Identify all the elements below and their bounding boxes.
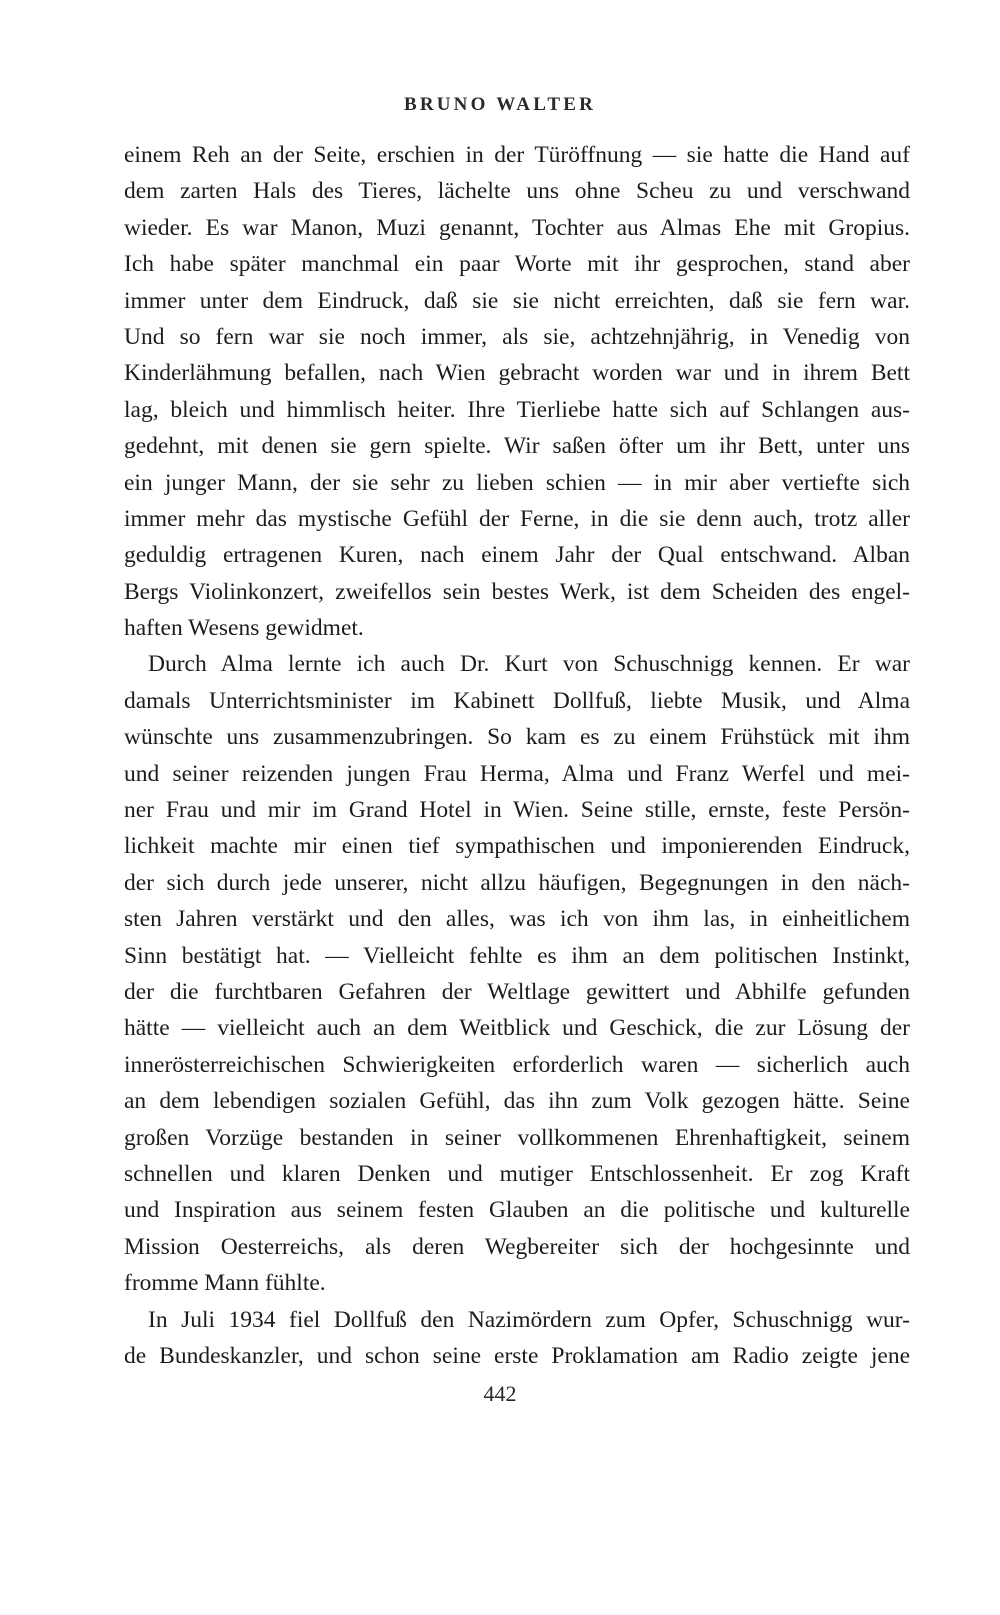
page-number: 442 — [483, 1381, 517, 1406]
text-line: schnellen und klaren Denken und mutiger Entschlossenheit. Er zog Kraft — [124, 1160, 910, 1187]
text-line: immer unter dem Eindruck, daß sie sie nicht erreichten, daß sie fern war. — [124, 287, 910, 314]
text-line: und Inspiration aus seinem festen Glauben an die politische und kulturelle — [124, 1197, 910, 1224]
text-line: In Juli 1934 fiel Dollfuß den Nazimördern zum Opfer, Schuschnigg wur- — [148, 1306, 910, 1333]
text-line: Bergs Violinkonzert, zweifellos sein bestes Werk, ist dem Scheiden des engel- — [124, 578, 910, 605]
text-line: lichkeit machte mir einen tief sympathischen und imponierenden Eindruck, — [124, 833, 910, 860]
text-line: sten Jahren verstärkt und den alles, was ich von ihm las, in einheitlichem — [124, 906, 910, 933]
text-line: wieder. Es war Manon, Muzi genannt, Tochter aus Almas Ehe mit Gropius. — [124, 214, 910, 241]
text-line: geduldig ertragenen Kuren, nach einem Jahr der Qual entschwand. Alban — [124, 542, 910, 569]
body-text — [124, 137, 910, 1374]
text-line: damals Unterrichtsminister im Kabinett Dollfuß, liebte Musik, und Alma — [124, 687, 910, 714]
text-line: Durch Alma lernte ich auch Dr. Kurt von Schuschnigg kennen. Er war — [148, 651, 910, 678]
text-line: Mission Oesterreichs, als deren Wegbereiter sich der hochgesinnte und — [124, 1233, 910, 1260]
text-line: der die furchtbaren Gefahren der Weltlage gewittert und Abhilfe gefunden — [124, 978, 910, 1005]
text-line: einem Reh an der Seite, erschien in der Türöffnung — sie hatte die Hand auf — [124, 142, 910, 168]
text-line: Ich habe später manchmal ein paar Worte mit ihr gesprochen, stand aber — [124, 251, 910, 278]
text-line: an dem lebendigen sozialen Gefühl, das ihn zum Volk gezogen hätte. Seine — [124, 1088, 910, 1115]
text-line: haften Wesens gewidmet. — [124, 615, 364, 642]
text-line: immer mehr das mystische Gefühl der Ferne, in die sie denn auch, trotz aller — [124, 505, 910, 532]
text-line: der sich durch jede unserer, nicht allzu häufigen, Begegnungen in den näch- — [124, 869, 910, 896]
paragraph — [124, 646, 910, 1301]
text-line: wünschte uns zusammenzubringen. So kam es zu einem Frühstück mit ihm — [124, 724, 910, 751]
text-line: lag, bleich und himmlisch heiter. Ihre Tierliebe hatte sich auf Schlangen aus- — [124, 396, 910, 423]
text-line: fromme Mann fühlte. — [124, 1270, 326, 1297]
text-line: de Bundeskanzler, und schon seine erste Proklamation am Radio zeigte jene — [124, 1342, 910, 1369]
text-line: großen Vorzüge bestanden in seiner vollkommenen Ehrenhaftigkeit, seinem — [124, 1124, 910, 1151]
running-head: BRUNO WALTER — [403, 94, 597, 115]
paragraph — [124, 1302, 910, 1375]
text-line: ein junger Mann, der sie sehr zu lieben schien — in mir aber vertiefte sich — [124, 469, 910, 496]
text-line: gedehnt, mit denen sie gern spielte. Wir saßen öfter um ihr Bett, unter uns — [124, 433, 910, 460]
text-line: und seiner reizenden jungen Frau Herma, Alma und Franz Werfel und mei- — [124, 760, 910, 787]
text-line: hätte — vielleicht auch an dem Weitblick und Geschick, die zur Lösung der — [124, 1015, 910, 1042]
text-line: Kinderlähmung befallen, nach Wien gebracht worden war und in ihrem Bett — [124, 360, 910, 387]
text-line: ner Frau und mir im Grand Hotel in Wien. Seine stille, ernste, feste Persön- — [124, 797, 910, 824]
text-line: dem zarten Hals des Tieres, lächelte uns ohne Scheu zu und verschwand — [124, 178, 910, 205]
text-line: Und so fern war sie noch immer, als sie, achtzehnjährig, in Venedig von — [124, 323, 910, 350]
text-line: Sinn bestätigt hat. — Vielleicht fehlte es ihm an dem politischen Instinkt, — [124, 942, 910, 969]
text-line: innerösterreichischen Schwierigkeiten erforderlich waren — sicherlich auch — [124, 1051, 910, 1078]
paragraph — [124, 137, 910, 646]
